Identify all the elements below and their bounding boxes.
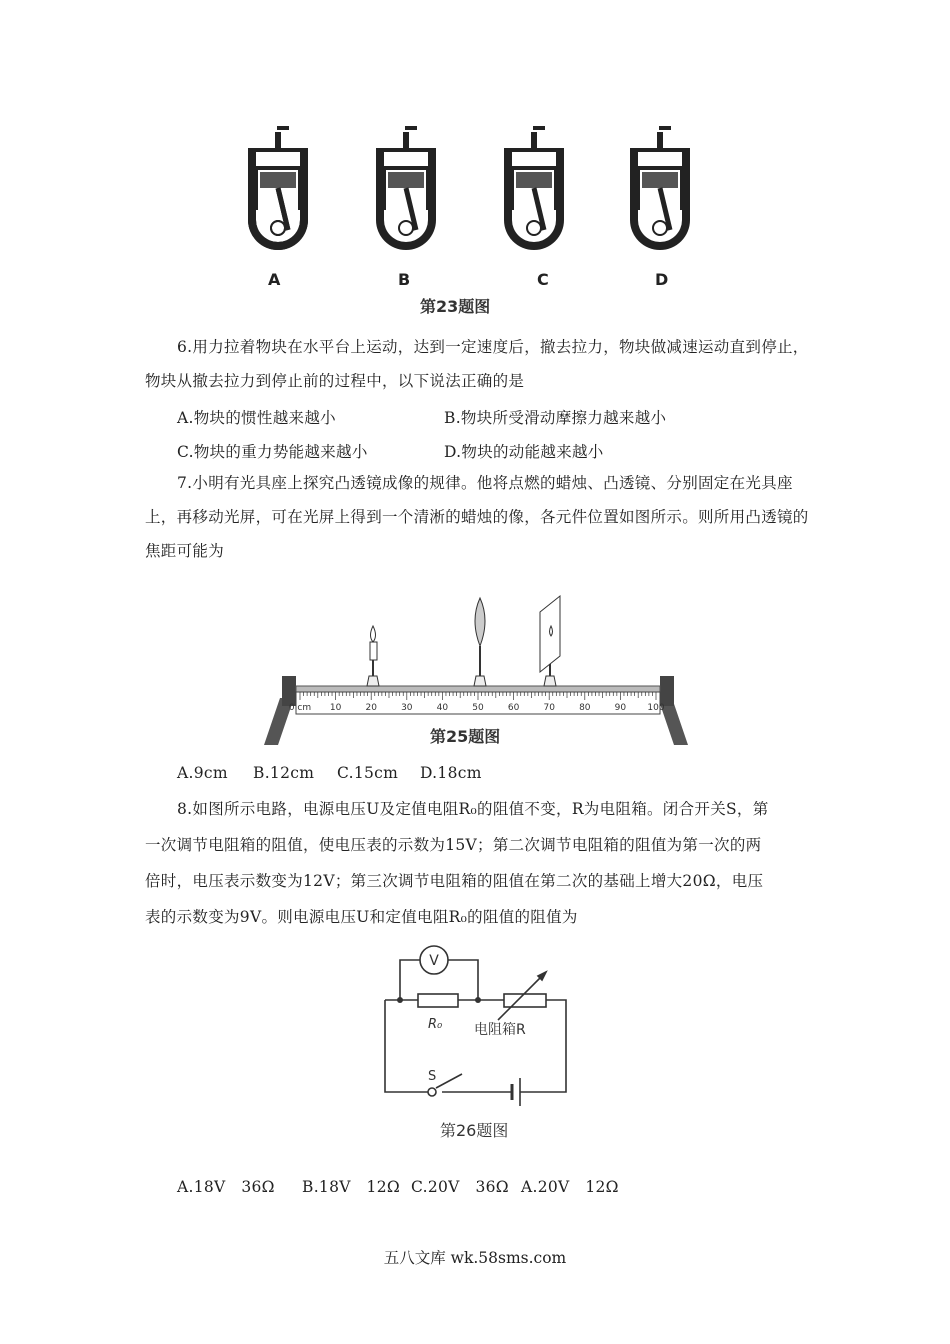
voltmeter-label: V <box>429 953 439 969</box>
switch-label: S <box>428 1069 437 1084</box>
light-screen <box>540 596 560 686</box>
ruler-tick-label: 10 <box>329 703 342 713</box>
q8-line-1: 8.如图所示电路，电源电压U及定值电阻R₀的阻值不变，R为电阻箱。闭合开关S，第 <box>177 800 769 818</box>
q8-option-a: A.18V 36Ω <box>177 1178 275 1196</box>
engine-label-c: C <box>537 270 549 289</box>
q6-option-b: B.物块所受滑动摩擦力越来越小 <box>444 409 667 427</box>
fig23-caption: 第23题图 <box>420 297 491 316</box>
q6-option-a: A.物块的惯性越来越小 <box>177 409 336 427</box>
ruler-tick-label: 40 <box>436 703 449 713</box>
q8-line-2: 一次调节电阻箱的阻值，使电压表的示数为15V；第二次调节电阻箱的阻值为第一次的两 <box>145 836 762 854</box>
q8-line-4: 表的示数变为9V。则电源电压U和定值电阻R₀的阻值的阻值为 <box>145 908 578 926</box>
ruler-tick-label: 90 <box>614 703 627 713</box>
q7-stem: 7.小明有光具座上探究凸透镜成像的规律。他将点燃的蜡烛、凸透镜、分别固定在光具座上，再移动光屏，可在光屏上得到一个清淅的蜡烛的像，各元件位置如图所示。则所用凸透镜的焦距可能为 <box>145 474 809 560</box>
q7-option-b: B.12cm <box>253 764 315 782</box>
footer-watermark: 五八文库 wk.58sms.com <box>383 1249 567 1267</box>
ruler-tick-label: 70 <box>543 703 555 713</box>
engine-label-a: A <box>268 270 281 289</box>
q7-option-d: D.18cm <box>420 764 482 782</box>
q6-stem: 6.用力拉着物块在水平台上运动，达到一定速度后，撤去拉力，物块做减速运动直到停止，物块从撤去拉力到停止前的过程中，以下说法正确的是 <box>145 338 809 390</box>
convex-lens <box>474 598 486 686</box>
q6-option-c: C.物块的重力势能越来越小 <box>177 443 368 461</box>
engine-label-d: D <box>655 270 669 289</box>
fig26-caption: 第26题图 <box>440 1121 509 1140</box>
q8-line-3: 倍时，电压表示数变为12V；第三次调节电阻箱的阻值在第二次的基础上增大20Ω，电压 <box>145 872 764 890</box>
candle <box>367 626 379 686</box>
q8-option-c: C.20V 36Ω <box>411 1178 509 1196</box>
ruler-tick-label: 50 <box>472 703 484 713</box>
resistance-box-label: 电阻箱R <box>474 1022 526 1038</box>
fig26-circuit <box>370 936 590 1106</box>
engine-label-b: B <box>398 270 411 289</box>
ruler-tick-label: 20 <box>365 703 377 713</box>
ruler-tick-label: 30 <box>401 703 413 713</box>
q6-option-d: D.物块的动能越来越小 <box>444 443 604 461</box>
fig25-caption: 第25题图 <box>430 727 501 746</box>
ruler-tick-label: 60 <box>507 703 520 713</box>
q7-option-a: A.9cm <box>177 764 228 782</box>
q7-option-c: C.15cm <box>337 764 399 782</box>
r0-label: R₀ <box>428 1017 443 1032</box>
fig23-engines <box>230 120 710 270</box>
ruler-tick-label: 0 cm <box>288 703 312 713</box>
q8-option-d: A.20V 12Ω <box>521 1178 619 1196</box>
ruler-tick-label: 80 <box>579 703 591 713</box>
ruler-tick-label: 100 <box>647 703 665 713</box>
q8-option-b: B.18V 12Ω <box>302 1178 401 1196</box>
